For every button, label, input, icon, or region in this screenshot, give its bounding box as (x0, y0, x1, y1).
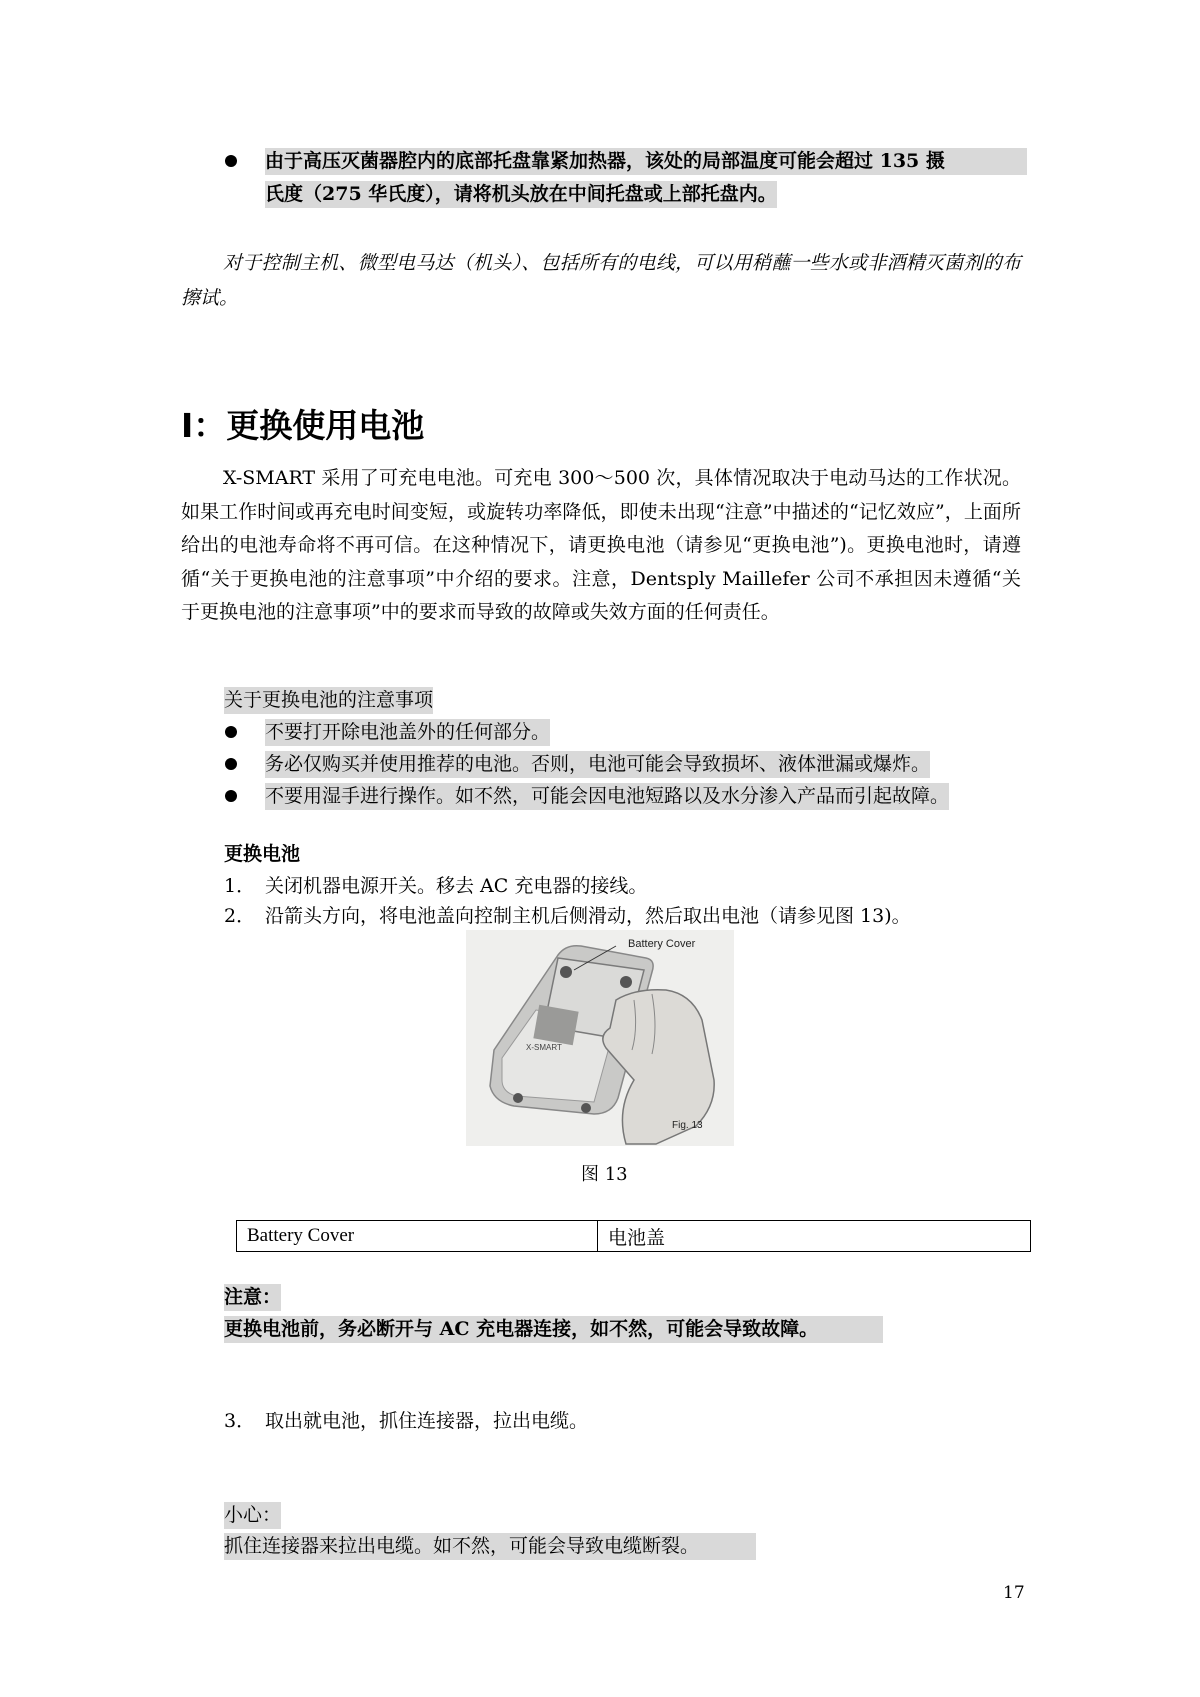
section-intro: X-SMART 采用了可充电电池。可充电 300～500 次，具体情况取决于电动马达的工作状况。如果工作时间或再充电时间变短，或旋转功率降低，即使未出现“注意”中描述的“记忆效应”，上面所给出的电池寿命将不再可信。在这种情况下，请更换电池（请参见“更换电池”)。更换电池时，请遵循“关于更换电池的注意事项”中介绍的要求。注意，Dentsply Maillefer 公司不承担因未遵循“关于更换电池的注意事项”中的要求而导致的故障或失效方面的任何责任。 (181, 467, 1021, 623)
step-text: 沿箭头方向，将电池盖向控制主机后侧滑动，然后取出电池（请参见图 13)。 (265, 905, 911, 927)
step-text: 关闭机器电源开关。移去 AC 充电器的接线。 (265, 875, 648, 897)
caution-text: 抓住连接器来拉出电缆。如不然，可能会导致电缆断裂。 (224, 1533, 756, 1560)
section-title: I：更换使用电池 (181, 406, 425, 445)
caution-heading: 小心： (224, 1502, 281, 1529)
bullet-dot (225, 726, 237, 738)
step-number: 1． (224, 875, 256, 897)
cleaning-note: 对于控制主机、微型电马达（机头）、包括所有的电线，可以用稍蘸一些水或非酒精灭菌剂的布擦试。 (181, 252, 1021, 309)
precaution-item: 不要用湿手进行操作。如不然，可能会因电池短路以及水分渗入产品而引起故障。 (265, 783, 949, 810)
figure-13-image (466, 930, 734, 1146)
device-brand-label: X-SMART (526, 1043, 562, 1052)
bullet-dot (225, 790, 237, 802)
battery-cover-label: Battery Cover (628, 938, 696, 950)
bullet-top-line-1: 由于高压灭菌器腔内的底部托盘靠紧加热器，该处的局部温度可能会超过 135 摄 (265, 148, 1027, 175)
table-cell: 电池盖 (598, 1221, 1031, 1252)
bullet-dot (225, 155, 237, 167)
table-cell: Battery Cover (237, 1221, 598, 1252)
step-text: 取出就电池，抓住连接器，拉出电缆。 (265, 1410, 589, 1432)
fig-label: Fig. 13 (672, 1120, 703, 1131)
notice-heading: 注意： (224, 1284, 281, 1311)
page-number: 17 (1003, 1583, 1025, 1603)
replace-heading: 更换电池 (224, 843, 301, 865)
precautions-heading: 关于更换电池的注意事项 (224, 687, 433, 714)
battery-cover-table (236, 1220, 1031, 1252)
table-row (237, 1221, 1031, 1252)
precaution-item: 务必仅购买并使用推荐的电池。否则，电池可能会导致损坏、液体泄漏或爆炸。 (265, 751, 930, 778)
precaution-item: 不要打开除电池盖外的任何部分。 (265, 719, 550, 746)
battery-cover-illustration (466, 930, 734, 1146)
figure-caption: 图 13 (581, 1164, 628, 1185)
step-number: 2． (224, 905, 256, 927)
bullet-top-line-2: 氏度（275 华氏度），请将机头放在中间托盘或上部托盘内。 (265, 181, 777, 208)
notice-text: 更换电池前，务必断开与 AC 充电器连接，如不然，可能会导致故障。 (224, 1316, 883, 1343)
bullet-dot (225, 758, 237, 770)
step-number: 3． (224, 1410, 256, 1432)
